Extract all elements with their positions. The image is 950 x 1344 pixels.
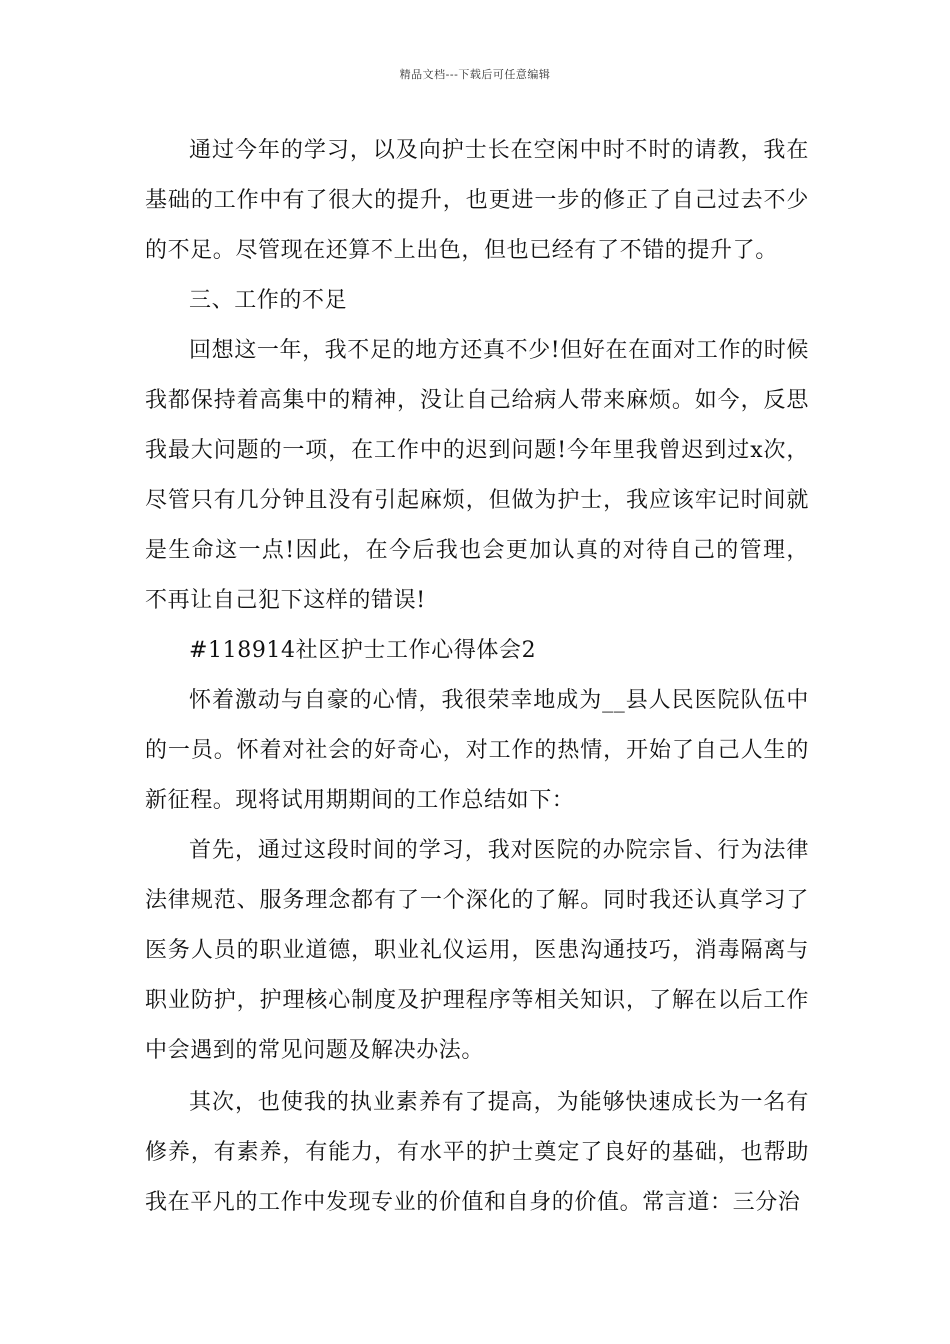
page-header: 精品文档---下载后可任意编辑	[399, 68, 551, 81]
section-heading-shortcomings: 三、工作的不足	[189, 288, 348, 313]
paragraph-study-progress: 通过今年的学习，以及向护士长在空闲中时不时的请教，我在基础的工作中有了很大的提升，也更进一步的修正了自己过去不少的不足。尽管现在还算不上出色，但也已经有了不错的提升了。	[145, 138, 809, 263]
paragraph-introduction: 怀着激动与自豪的心情，我很荣幸地成为__县人民医院队伍中的一员。怀着对社会的好奇心，对工作的热情，开始了自己人生的新征程。现将试用期期间的工作总结如下：	[145, 688, 809, 813]
document-body	[145, 126, 809, 1228]
paragraph-reflection: 回想这一年，我不足的地方还真不少!但好在在面对工作的时候我都保持着高集中的精神，没让自己给病人带来麻烦。如今，反思我最大问题的一项，在工作中的迟到问题!今年里我曾迟到过x次，尽管只有几分钟且没有引起麻烦，但做为护士，我应该牢记时间就是生命这一点!因此，在今后我也会更加认真的对待自己的管理，不再让自己犯下这样的错误!	[145, 338, 809, 613]
paragraph-second-point: 其次，也使我的执业素养有了提高，为能够快速成长为一名有修养，有素养，有能力，有水平的护士奠定了良好的基础，也帮助我在平凡的工作中发现专业的价值和自身的价值。常言道：三分治	[145, 1090, 809, 1215]
article-title: #118914社区护士工作心得体会2	[189, 638, 537, 663]
paragraph-first-point: 首先，通过这段时间的学习，我对医院的办院宗旨、行为法律法律规范、服务理念都有了一个深化的了解。同时我还认真学习了医务人员的职业道德，职业礼仪运用，医患沟通技巧，消毒隔离与职业防护，护理核心制度及护理程序等相关知识，了解在以后工作中会遇到的常见问题及解决办法。	[145, 838, 809, 1063]
